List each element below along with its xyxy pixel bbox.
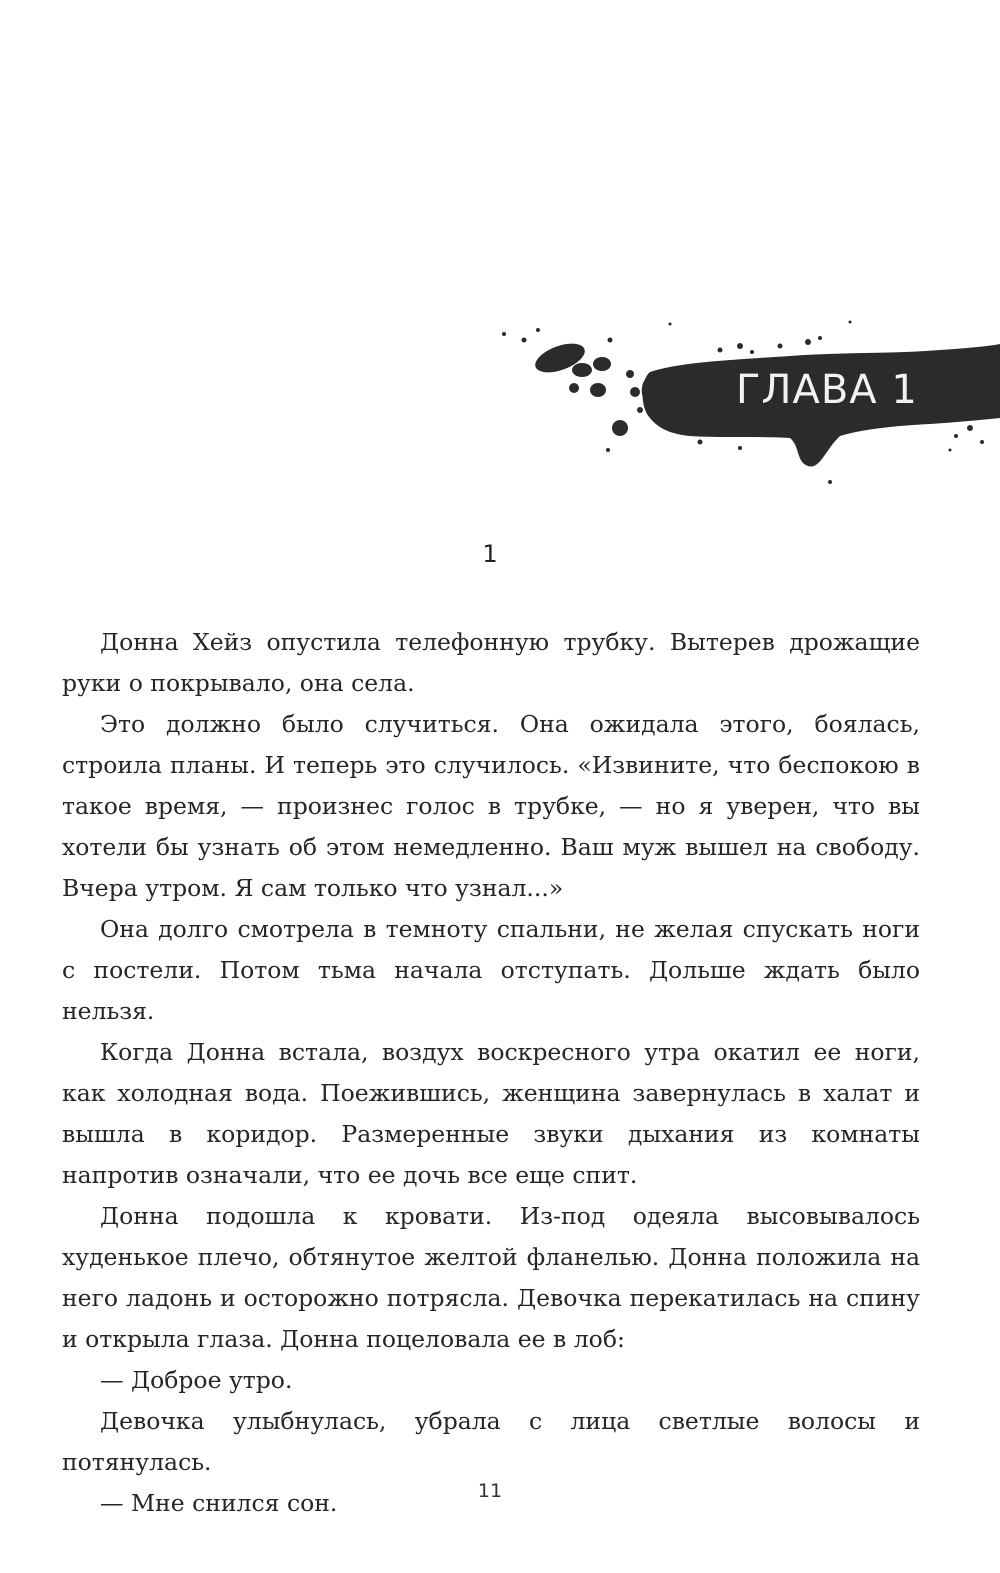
chapter-title: ГЛАВА 1 (736, 367, 918, 413)
paragraph: Она долго смотрела в темноту спальни, не желая спускать ноги с постели. Потом тьма начала отступать. Дольше ждать было нельзя. (62, 915, 920, 1025)
body-text (62, 622, 920, 1524)
section-number: 1 (482, 540, 498, 568)
paragraph: — Мне снился сон. (100, 1489, 338, 1517)
paragraph: Это должно было случиться. Она ожидала этого, боялась, строила планы. И теперь это случилось. «Извините, что беспокою в такое время, — произнес голос в трубке, — но я уверен, что вы хотели бы узнать об этом немедленно. Ваш муж вышел на свободу. Вчера утром. Я сам только что узнал...» (62, 710, 920, 902)
paragraph: Когда Донна встала, воздух воскресного утра окатил ее ноги, как холодная вода. Поежившись, женщина завернулась в халат и вышла в коридор. Размеренные звуки дыхания из комнаты напротив означали, что ее дочь все еще спит. (62, 1038, 920, 1189)
paragraph: — Доброе утро. (100, 1366, 293, 1394)
page-number: 11 (477, 1480, 503, 1502)
paragraph: Донна подошла к кровати. Из-под одеяла высовывалось худенькое плечо, обтянутое желтой фланелью. Донна положила на него ладонь и осторожно потрясла. Девочка перекатилась на спину и открыла глаза. Донна поцеловала ее в лоб: (62, 1202, 920, 1353)
paragraph: Девочка улыбнулась, убрала с лица светлые волосы и потянулась. (62, 1407, 920, 1476)
paragraph: Донна Хейз опустила телефонную трубку. Вытерев дрожащие руки о покрывало, она села. (62, 628, 920, 697)
